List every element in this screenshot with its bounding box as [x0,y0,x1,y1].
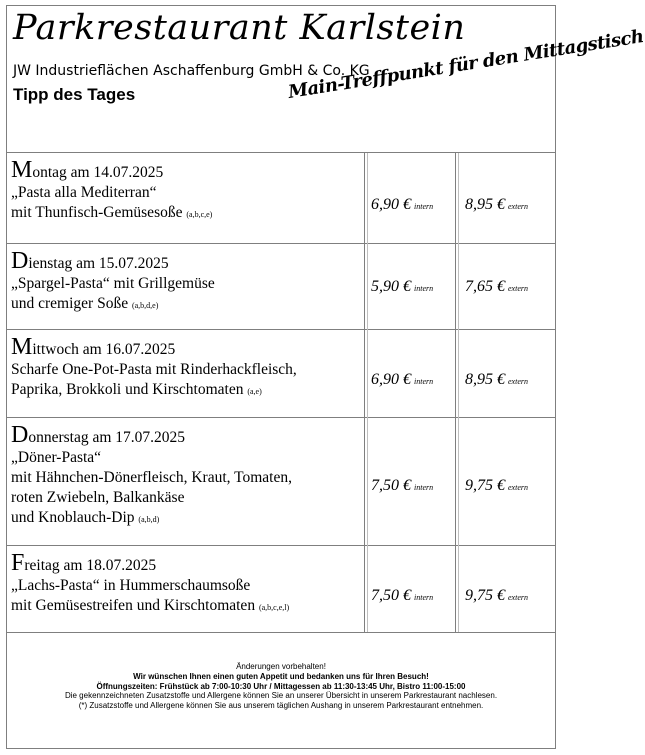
day-heading: Freitag am 18.07.2025 [11,550,157,576]
price-extern: 8,95 € extern [465,196,528,213]
dish-line: Paprika, Brokkoli und Kirschtomaten (a,e) [11,381,262,398]
allergen-codes: (a,b,d,e) [131,301,159,310]
day-heading: Donnerstag am 17.07.2025 [11,422,186,448]
dish-line: mit Gemüsestreifen und Kirschtomaten (a,b,c,e,l) [11,597,290,614]
footer-changes-note: Änderungen vorbehalten! [236,662,326,671]
row-divider [6,417,556,418]
restaurant-title: Parkrestaurant Karlstein [13,8,466,48]
price-extern: 7,65 € extern [465,278,528,295]
dish-line: „Pasta alla Mediterran“ [11,184,157,201]
allergen-codes: (a,b,c,e,l) [258,603,290,612]
company-name: JW Industrieflächen Aschaffenburg GmbH & Co. KG [13,63,370,79]
dish-line: Scharfe One-Pot-Pasta mit Rinderhackfleisch, [11,361,297,378]
row-divider [6,545,556,546]
menu-row-friday [11,550,361,618]
dish-line: „Spargel-Pasta“ mit Grillgemüse [11,275,215,292]
row-divider [6,152,556,153]
dish-line: mit Hähnchen-Dönerfleisch, Kraut, Tomaten, [11,469,292,486]
price-extern: 8,95 € extern [465,371,528,388]
column-divider [367,153,368,632]
day-heading: Mittwoch am 16.07.2025 [11,334,176,360]
allergen-codes: (a,b,d) [138,515,160,524]
column-divider [364,153,365,632]
tipp-des-tages-heading: Tipp des Tages [13,85,136,104]
dish-line: „Döner-Pasta“ [11,449,102,466]
allergen-codes: (a,e) [247,387,262,396]
footer-notes [6,662,556,711]
footer-allergen-note-2: (*) Zusatzstoffe und Allergene können Sie aus unserem täglichen Aushang in unserem Parkrestaurant entnehmen. [78,701,484,711]
footer-thanks: Wir wünschen Ihnen einen guten Appetit und bedanken uns für Ihren Besuch! [133,671,429,681]
price-intern: 6,90 € intern [371,196,434,213]
menu-row-tuesday [11,248,361,316]
day-heading: Dienstag am 15.07.2025 [11,248,169,274]
column-divider [458,153,459,632]
day-heading: Montag am 14.07.2025 [11,157,164,183]
dish-line: mit Thunfisch-Gemüsesoße (a,b,c,e) [11,204,213,221]
menu-row-wednesday [11,334,361,402]
dish-line: „Lachs-Pasta“ in Hummerschaumsoße [11,577,251,594]
price-extern: 9,75 € extern [465,587,528,604]
column-divider [455,153,456,632]
price-intern: 7,50 € intern [371,587,434,604]
allergen-codes: (a,b,c,e) [186,210,213,219]
slogan: Main-Treffpunkt für den Mittagstisch [286,26,645,104]
row-divider [6,632,556,633]
dish-line: roten Zwiebeln, Balkankäse [11,489,185,506]
price-extern: 9,75 € extern [465,477,528,494]
row-divider [6,243,556,244]
dish-line: und cremiger Soße (a,b,d,e) [11,295,159,312]
price-intern: 6,90 € intern [371,371,434,388]
footer-allergen-note: Die gekennzeichneten Zusatzstoffe und Allergene können Sie an unserer Übersicht in unserem Parkrestaurant nachlesen. [64,691,498,701]
dish-line: und Knoblauch-Dip (a,b,d) [11,509,160,526]
footer-opening-hours: Öffnungszeiten: Frühstück ab 7:00-10:30 Uhr / Mittagessen ab 11:30-13:45 Uhr, Bistro 11:00-15:00 [96,681,466,691]
menu-row-thursday [11,422,361,530]
row-divider [6,329,556,330]
price-intern: 7,50 € intern [371,477,434,494]
price-intern: 5,90 € intern [371,278,434,295]
menu-row-monday [11,157,361,225]
